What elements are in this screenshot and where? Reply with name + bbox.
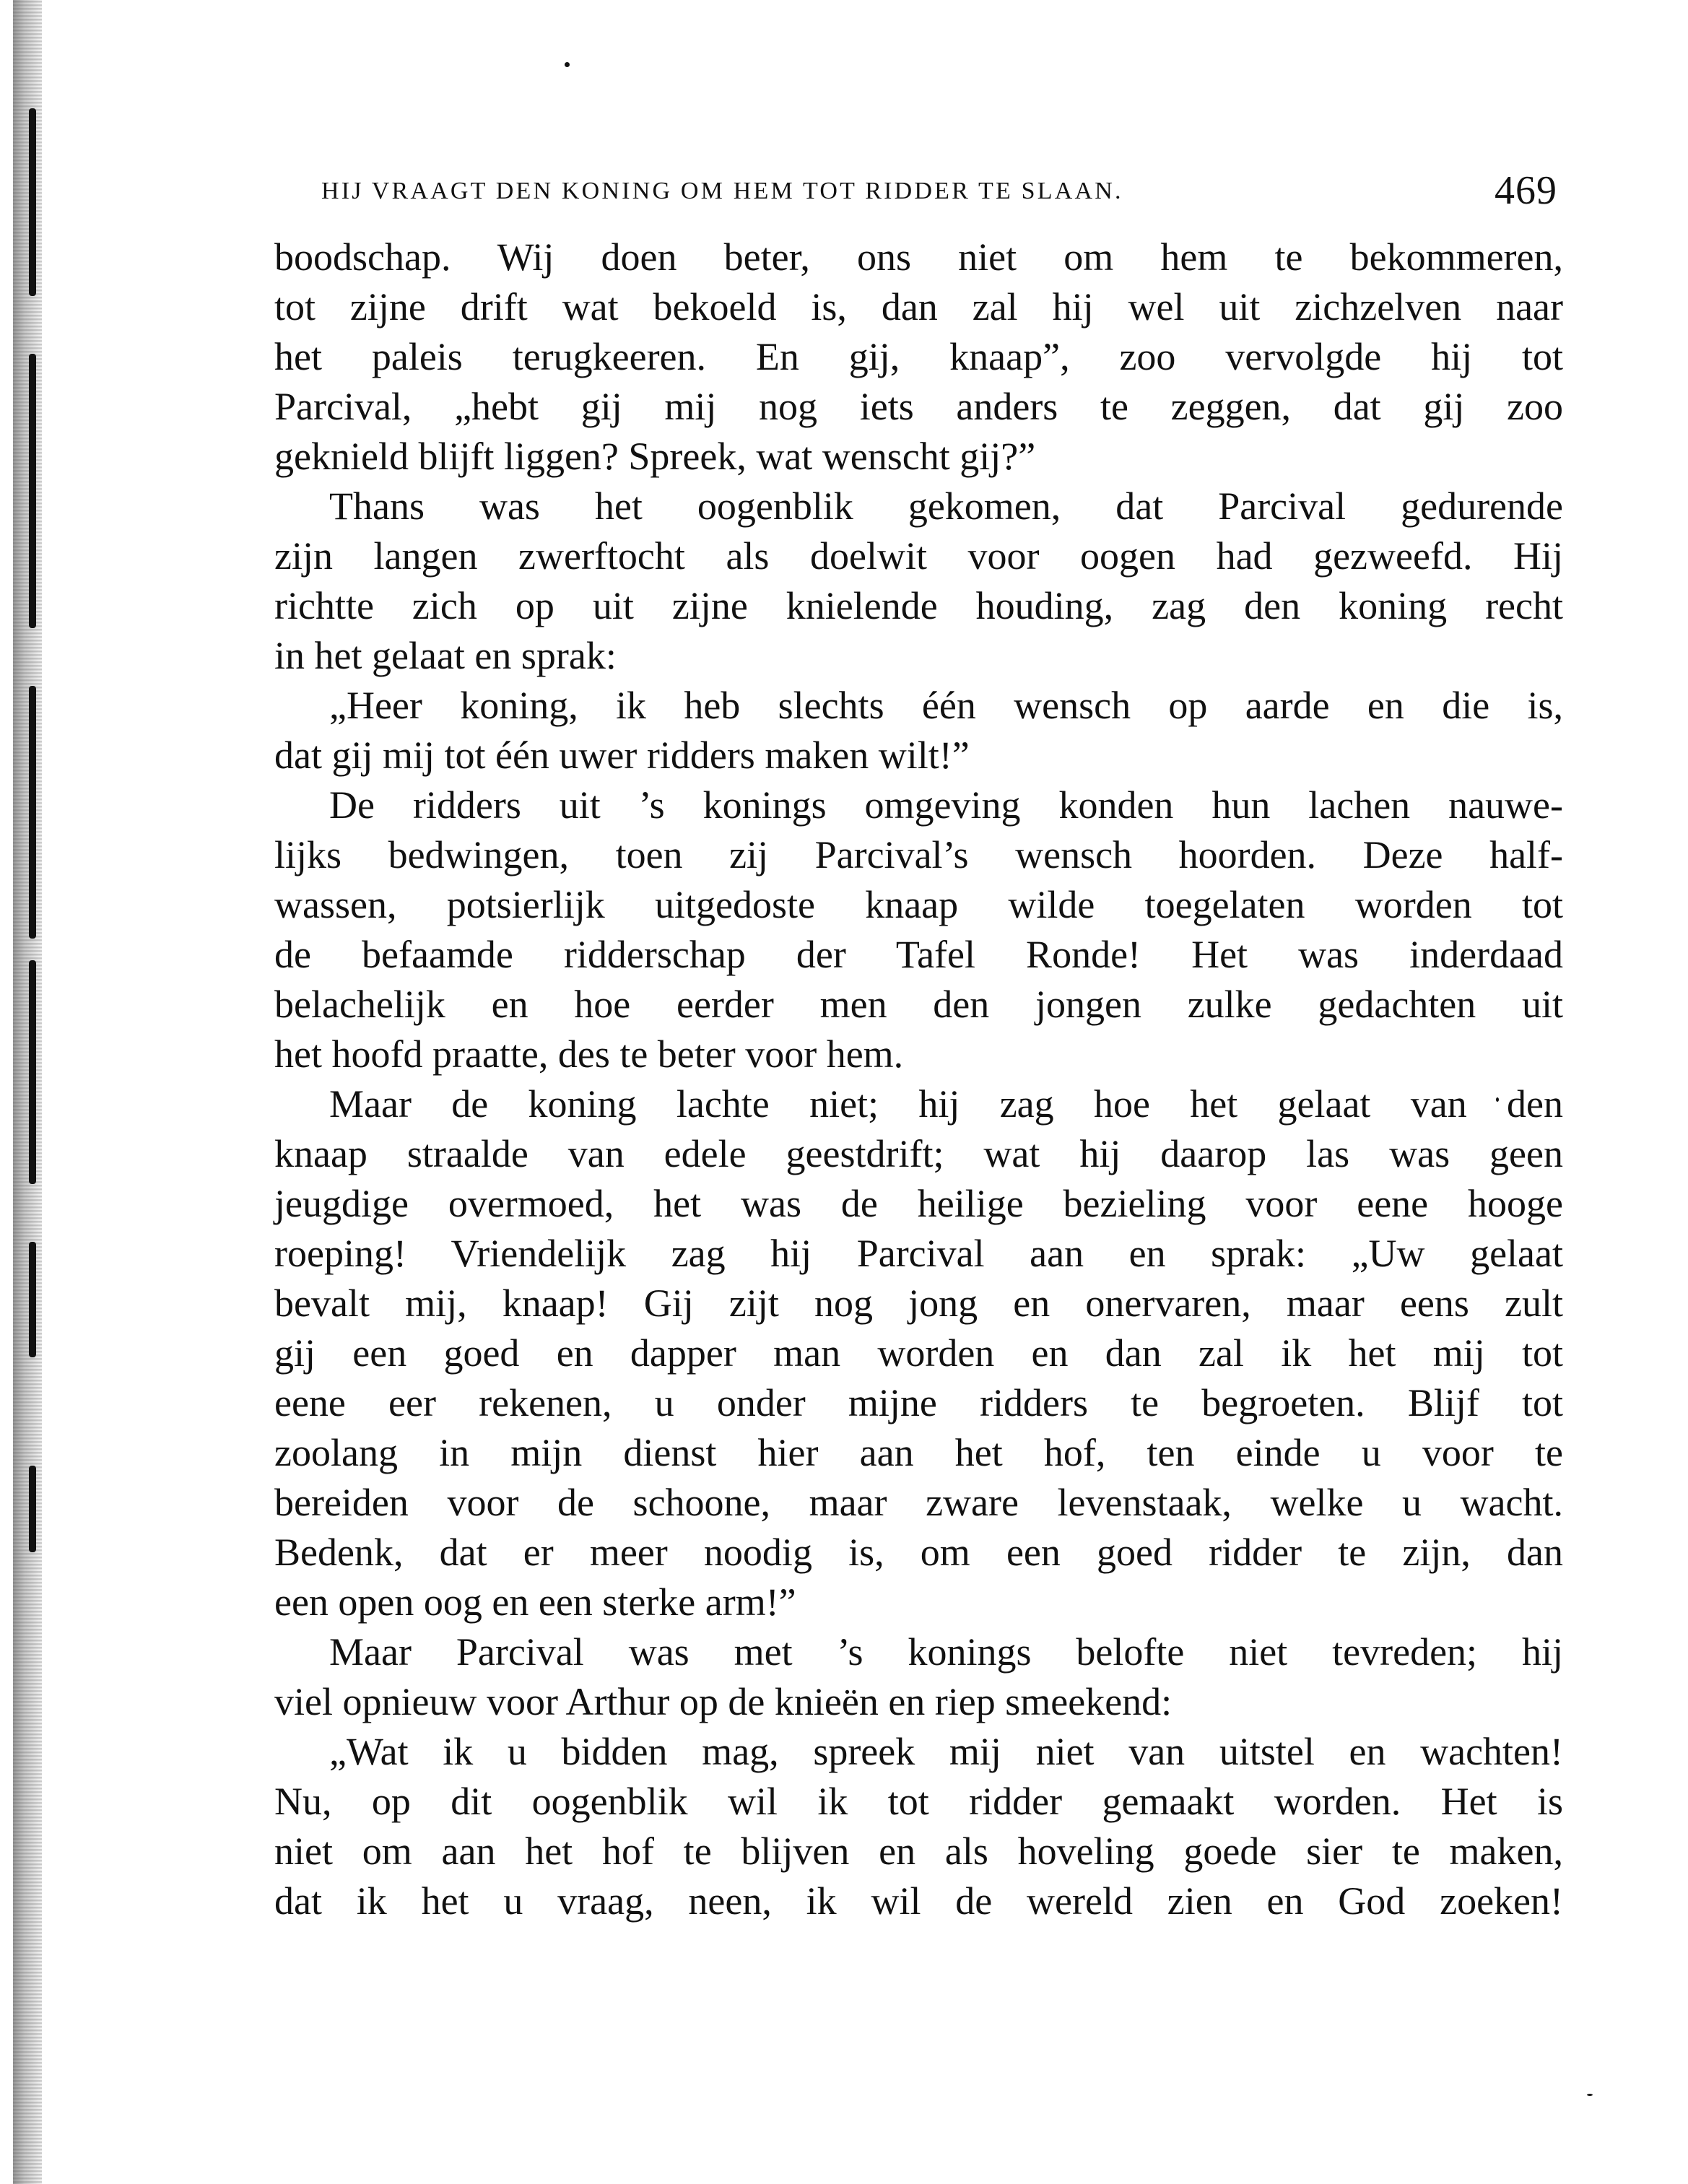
text-line: zoolang in mijn dienst hier aan het hof, ten einde u voor te <box>274 1431 1563 1474</box>
scan-margin-mark <box>29 960 36 1184</box>
text-line: gij een goed en dapper man worden en dan zal ik het mij tot <box>274 1331 1563 1375</box>
text-line: geknield blijft liggen? Spreek, wat wenscht gij?” <box>274 435 1036 478</box>
text-line: bevalt mij, knaap! Gij zijt nog jong en onervaren, maar eens zult <box>274 1282 1563 1325</box>
scan-speck <box>1587 2094 1593 2096</box>
paragraph <box>274 780 1563 1079</box>
text-line: in het gelaat en sprak: <box>274 634 617 677</box>
text-line: richtte zich op uit zijne knielende houding, zag den koning recht <box>274 584 1563 627</box>
text-line: Maar de koning lachte niet; hij zag hoe het gelaat van den <box>329 1082 1563 1126</box>
text-line: De ridders uit ’s konings omgeving konden hun lachen nauwe- <box>329 783 1563 827</box>
text-line: eene eer rekenen, u onder mijne ridders te begroeten. Blijf tot <box>274 1381 1563 1424</box>
text-line: lijks bedwingen, toen zij Parcival’s wensch hoorden. Deze half- <box>274 833 1563 876</box>
text-line: viel opnieuw voor Arthur op de knieën en riep smeekend: <box>274 1680 1173 1723</box>
text-line: dat ik het u vraag, neen, ik wil de wereld zien en God zoeken! <box>274 1879 1563 1923</box>
text-line: het hoofd praatte, des te beter voor hem. <box>274 1032 904 1076</box>
running-head <box>321 168 1557 218</box>
body-text <box>274 232 1563 1926</box>
paragraph <box>274 1727 1563 1926</box>
text-line: „Wat ik u bidden mag, spreek mij niet van uitstel en wachten! <box>329 1730 1563 1773</box>
paragraph <box>274 681 1563 780</box>
text-line: roeping! Vriendelijk zag hij Parcival aan en sprak: „Uw gelaat <box>274 1232 1563 1275</box>
text-line: zijn langen zwerftocht als doelwit voor oogen had gezweefd. Hij <box>274 534 1563 578</box>
paragraph <box>274 232 1563 482</box>
running-head-title: HIJ VRAAGT DEN KONING OM HEM TOT RIDDER TE SLAAN. <box>321 178 1123 204</box>
scan-margin-mark <box>29 108 36 296</box>
text-line: een open oog en een sterke arm!” <box>274 1580 796 1624</box>
paragraph <box>274 482 1563 681</box>
text-line: niet om aan het hof te blijven en als hoveling goede sier te maken, <box>274 1830 1563 1873</box>
text-line: jeugdige overmoed, het was de heilige bezieling voor eene hooge <box>274 1182 1563 1225</box>
text-line: Thans was het oogenblik gekomen, dat Parcival gedurende <box>329 484 1563 528</box>
text-line: Parcival, „hebt gij mij nog iets anders te zeggen, dat gij zoo <box>274 385 1563 428</box>
text-line: boodschap. Wij doen beter, ons niet om hem te bekommeren, <box>274 235 1563 279</box>
text-line: knaap straalde van edele geestdrift; wat hij daarop las was geen <box>274 1132 1563 1175</box>
paragraph <box>274 1079 1563 1627</box>
text-line: bereiden voor de schoone, maar zware levenstaak, welke u wacht. <box>274 1481 1563 1524</box>
text-line: belachelijk en hoe eerder men den jongen zulke gedachten uit <box>274 983 1563 1026</box>
text-line: Bedenk, dat er meer noodig is, om een goed ridder te zijn, dan <box>274 1531 1563 1574</box>
scan-margin-mark <box>29 686 36 939</box>
text-line: het paleis terugkeeren. En gij, knaap”, zoo vervolgde hij tot <box>274 335 1563 378</box>
text-line: tot zijne drift wat bekoeld is, dan zal hij wel uit zichzelven naar <box>274 285 1563 329</box>
scan-margin-mark <box>29 1466 36 1552</box>
text-line: Maar Parcival was met ’s konings belofte niet tevreden; hij <box>329 1630 1563 1674</box>
scan-margin-mark <box>29 1242 36 1357</box>
text-line: wassen, potsierlijk uitgedoste knaap wilde toegelaten worden tot <box>274 883 1563 926</box>
page-number: 469 <box>1495 168 1557 213</box>
paragraph <box>274 1627 1563 1727</box>
scan-margin-mark <box>29 354 36 628</box>
scan-speck <box>565 62 570 67</box>
text-line: dat gij mij tot één uwer ridders maken wilt!” <box>274 734 970 777</box>
text-line: de befaamde ridderschap der Tafel Ronde! Het was inderdaad <box>274 933 1563 976</box>
text-line: Nu, op dit oogenblik wil ik tot ridder gemaakt worden. Het is <box>274 1780 1563 1823</box>
scan-binding-shadow <box>13 0 42 2184</box>
text-line: „Heer koning, ik heb slechts één wensch op aarde en die is, <box>329 684 1563 727</box>
